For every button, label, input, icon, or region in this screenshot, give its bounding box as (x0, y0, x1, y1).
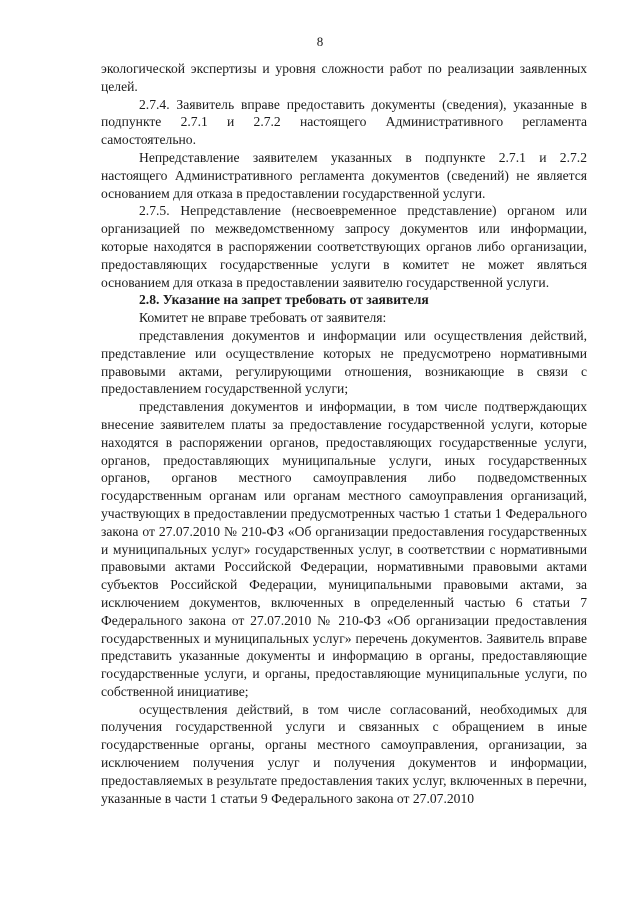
paragraph-2-7-4: 2.7.4. Заявитель вправе предоставить документы (сведения), указанные в подпункте 2.7.1 и 2.7.2 настоящего Административного регламента самостоятельно. (101, 96, 587, 148)
page-number: 8 (316, 34, 324, 49)
paragraph-item-actions-approvals: осуществления действий, в том числе согласований, необходимых для получения государственной услуги и связанных с обращением в иные государственные органы, органы местного самоуправления, организации, за исключением получения услуг и получения документов и информации, предоставляемых в результате предоставления таких услуг, включенных в перечни, указанные в части 1 статьи 9 Федерального закона от 27.07.2010 (101, 701, 587, 806)
paragraph-non-submission: Непредставление заявителем указанных в подпункте 2.7.1 и 2.7.2 настоящего Административного регламента документов (сведений) не является основанием для отказа в предоставлении государственной услуги. (101, 149, 587, 201)
section-heading-2-8: 2.8. Указание на запрет требовать от заявителя (139, 292, 429, 308)
paragraph-2-7-5: 2.7.5. Непредставление (несвоевременное представление) органом или организацией по межведомственному запросу документов или информации, которые находятся в распоряжении соответствующих органов либо организации, предоставляющих государственные услуги в комитет не может являться основанием для отказа в предоставлении заявителю государственной услуги. (101, 203, 587, 290)
paragraph-committee-not-entitled: Комитет не вправе требовать от заявителя: (139, 310, 387, 326)
document-body (101, 60, 587, 807)
paragraph-item-documents-actions: представления документов и информации или осуществления действий, представление или осуществление которых не предусмотрено нормативными правовыми актами, регулирующими отношения, возникающие в связи с предоставлением государственной услуги; (101, 327, 587, 397)
paragraph-continuation: экологической экспертизы и уровня сложности работ по реализации заявленных целей. (101, 61, 587, 94)
paragraph-item-documents-payment: представления документов и информации, в том числе подтверждающих внесение заявителем платы за предоставление государственной услуги, которые находятся в распоряжении органов, предоставляющих государственные услуги, органов, предоставляющих муниципальные услуги, иных государственных органов, органов местного самоуправления либо подведомственных государственным органам или органам местного самоуправления организаций, участвующих в предоставлении предусмотренных частью 1 статьи 1 Федерального закона от 27.07.2010 № 210-ФЗ «Об организации предоставления государственных и муниципальных услуг» государственных услуг, в соответствии с нормативными правовыми актами Российской Федерации, нормативными правовыми актами субъектов Российской Федерации, муниципальными правовыми актами, за исключением документов, включенных в определенный частью 6 статьи 7 Федерального закона от 27.07.2010 № 210-ФЗ «Об организации предоставления государственных и муниципальных услуг» перечень документов. Заявитель вправе представить указанные документы и информацию в органы, предоставляющие государственные услуги, и органы, предоставляющие муниципальные услуги, по собственной инициативе; (101, 399, 587, 699)
